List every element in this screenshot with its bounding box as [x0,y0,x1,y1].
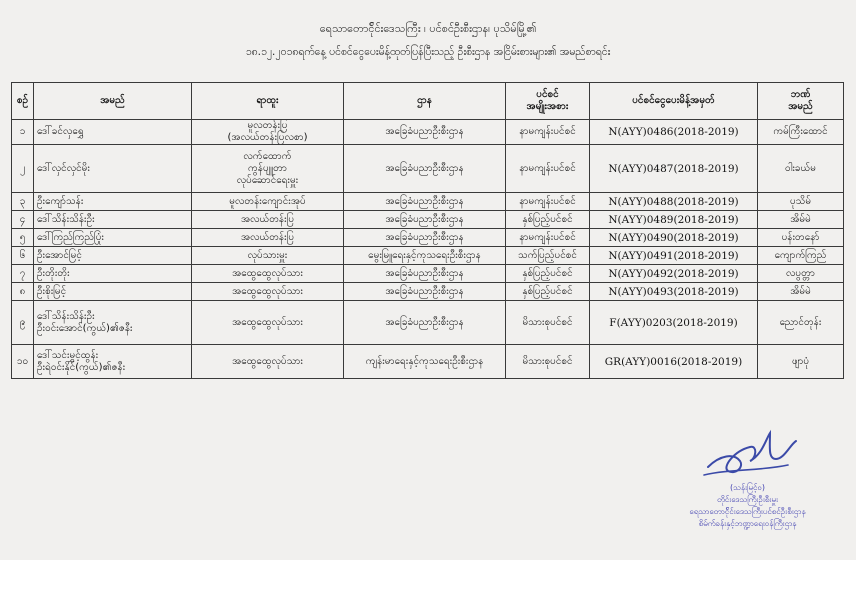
cell-pension-type: မိသားစုပင်စင် [506,345,590,379]
cell-no: ၃ [12,193,34,211]
cell-pension-type: မိသားစုပင်စင် [506,301,590,345]
cell-pension-type: နာမကျန်းပင်စင် [506,145,590,193]
cell-department: မွေးမြူရေးနှင့်ကုသရေးဦးစီးဌာန [344,247,506,265]
cell-position: အလယ်တန်းပြ [192,229,344,247]
cell-name: ဦးအောင်မြင့် [34,247,192,265]
cell-bank: ဝါးခယ်မ [758,145,844,193]
col-header-no: စဉ် [12,83,34,120]
cell-bank: ပုသိမ် [758,193,844,211]
cell-position: အထွေထွေလုပ်သား [192,283,344,301]
cell-pension-type: နှစ်ပြည့်ပင်စင် [506,283,590,301]
cell-no: ၆ [12,247,34,265]
cell-name: ဒေါ်သင်းမွှင့်ထွန်း ဦးရဲဝင်းနိုင်(ကွယ်)၏ဇနီး [34,345,192,379]
cell-no: ၈ [12,283,34,301]
cell-pension-type: နှစ်ပြည့်ပင်စင် [506,265,590,283]
cell-pension-type: နာမကျန်းပင်စင် [506,193,590,211]
cell-no: ၁ [12,120,34,145]
cell-name: ဒေါ်လှင်လှင်မိုး [34,145,192,193]
cell-order-number: N(AYY)0486(2018-2019) [590,120,758,145]
document-subheading: ၁၈.၁၂.၂၀၁၈ရက်နေ့ ပင်စင်ငွေပေးမိန့်ထုတ်ပြန်ပြီးသည့် ဦးစီးဌာန အငြိမ်းစားများ၏ အမည်စာရင်း [245,46,611,58]
table-row [12,247,844,265]
cell-department: အခြေခံပညာဦးစီးဌာန [344,301,506,345]
cell-no: ၄ [12,211,34,229]
cell-order-number: N(AYY)0491(2018-2019) [590,247,758,265]
col-header-bank: ဘဏ် အမည် [758,83,844,120]
cell-department: အခြေခံပညာဦးစီးဌာန [344,265,506,283]
table-row [12,145,844,193]
signatory-title: တိုင်းဒေသကြီးဦးစီးမှူး [717,495,778,504]
signatory-ministry: စိမ်က်ခန်းနှင့်ဘဏ္ဍာရေးဝန်ကြီးဌာန [698,519,797,528]
cell-order-number: N(AYY)0489(2018-2019) [590,211,758,229]
cell-position: အထွေထွေလုပ်သား [192,265,344,283]
cell-position: လက်ထောက် ကွန်ပျူတာ လုပ်ဆောင်ရေးမှူး [192,145,344,193]
signatory-office: ရေသာတောင်ိုင်းဒေသကြီးပင်စင်ဦးစီးဌာန [689,507,806,516]
table-row [12,120,844,145]
cell-no: ၂ [12,145,34,193]
cell-pension-type: နာမကျန်းပင်စင် [506,229,590,247]
cell-pension-type: သက်ပြည့်ပင်စင် [506,247,590,265]
signature-block [655,482,840,530]
page-bottom-margin [0,560,856,595]
cell-position: အထွေထွေလုပ်သား [192,345,344,379]
cell-bank: ညောင်တုန်း [758,301,844,345]
cell-department: အခြေခံပညာဦးစီးဌာန [344,120,506,145]
col-header-position: ရာထူး [192,83,344,120]
cell-department: အခြေခံပညာဦးစီးဌာန [344,283,506,301]
col-header-order-number: ပင်စင်ငွေပေးမိန့်အမှတ် [590,83,758,120]
cell-no: ၉ [12,301,34,345]
cell-department: အခြေခံပညာဦးစီးဌာန [344,193,506,211]
col-header-department: ဌာန [344,83,506,120]
table-row [12,345,844,379]
cell-name: ဦးကျော်သန်း [34,193,192,211]
handwritten-signature [700,425,810,480]
document-heading: ရေသာတောင်ိုင်းဒေသကြီး ၊ ပင်စင်ဦးစီးဌာန၊ ပုသိမ်မြို့၏ [319,22,537,35]
cell-position: အထွေထွေလုပ်သား [192,301,344,345]
cell-order-number: N(AYY)0493(2018-2019) [590,283,758,301]
cell-bank: ဖျာပုံ [758,345,844,379]
signatory-name: (သန်းမြင့်ဝ) [730,483,765,492]
cell-order-number: N(AYY)0487(2018-2019) [590,145,758,193]
table-row [12,211,844,229]
table-row [12,265,844,283]
cell-order-number: N(AYY)0492(2018-2019) [590,265,758,283]
cell-position: အလယ်တန်းပြ [192,211,344,229]
table-row [12,283,844,301]
cell-pension-type: နှစ်ပြည့်ပင်စင် [506,211,590,229]
col-header-name: အမည် [34,83,192,120]
cell-name: ဒေါ်ခင်လှရွှေ [34,120,192,145]
cell-no: ၁၀ [12,345,34,379]
table-header-row [12,83,844,120]
cell-name: ဒေါ်သိန်းသိန်းဦး ဦးဝင်းအောင်(ကွယ်)၏ဇနီး [34,301,192,345]
table-row [12,193,844,211]
cell-order-number: N(AYY)0488(2018-2019) [590,193,758,211]
cell-no: ၅ [12,229,34,247]
cell-position: မူလတန်းပြ (အလယ်တန်းပြလစာ) [192,120,344,145]
cell-bank: လပွတ္တာ [758,265,844,283]
cell-position: မူလတန်းကျောင်းအုပ် [192,193,344,211]
cell-department: အခြေခံပညာဦးစီးဌာန [344,229,506,247]
cell-no: ၇ [12,265,34,283]
table-row [12,301,844,345]
cell-name: ဦးစိုးမြင့် [34,283,192,301]
col-header-pension-type: ပင်စင် အမျိုးအစား [506,83,590,120]
cell-department: ကျန်းမာရေးနှင့်ကုသရေးဦးစီးဌာန [344,345,506,379]
cell-bank: ကျောက်ကြည် [758,247,844,265]
pension-table [11,82,844,379]
cell-order-number: N(AYY)0490(2018-2019) [590,229,758,247]
cell-bank: အိမ်မဲ [758,211,844,229]
cell-name: ဦးတိုးတိုး [34,265,192,283]
cell-bank: ကမ်ကြီးထောင် [758,120,844,145]
table-body [12,120,844,379]
cell-order-number: GR(AYY)0016(2018-2019) [590,345,758,379]
cell-name: ဒေါ်ကြည်ကြည်ပြုံး [34,229,192,247]
cell-order-number: F(AYY)0203(2018-2019) [590,301,758,345]
cell-name: ဒေါ်သိန်းသိန်းဦး [34,211,192,229]
cell-bank: ပန်းတနော် [758,229,844,247]
cell-department: အခြေခံပညာဦးစီးဌာန [344,211,506,229]
cell-position: လုပ်သားမှူး [192,247,344,265]
cell-bank: အိမ်မဲ [758,283,844,301]
cell-department: အခြေခံပညာဦးစီးဌာန [344,145,506,193]
cell-pension-type: နာမကျန်းပင်စင် [506,120,590,145]
table-row [12,229,844,247]
